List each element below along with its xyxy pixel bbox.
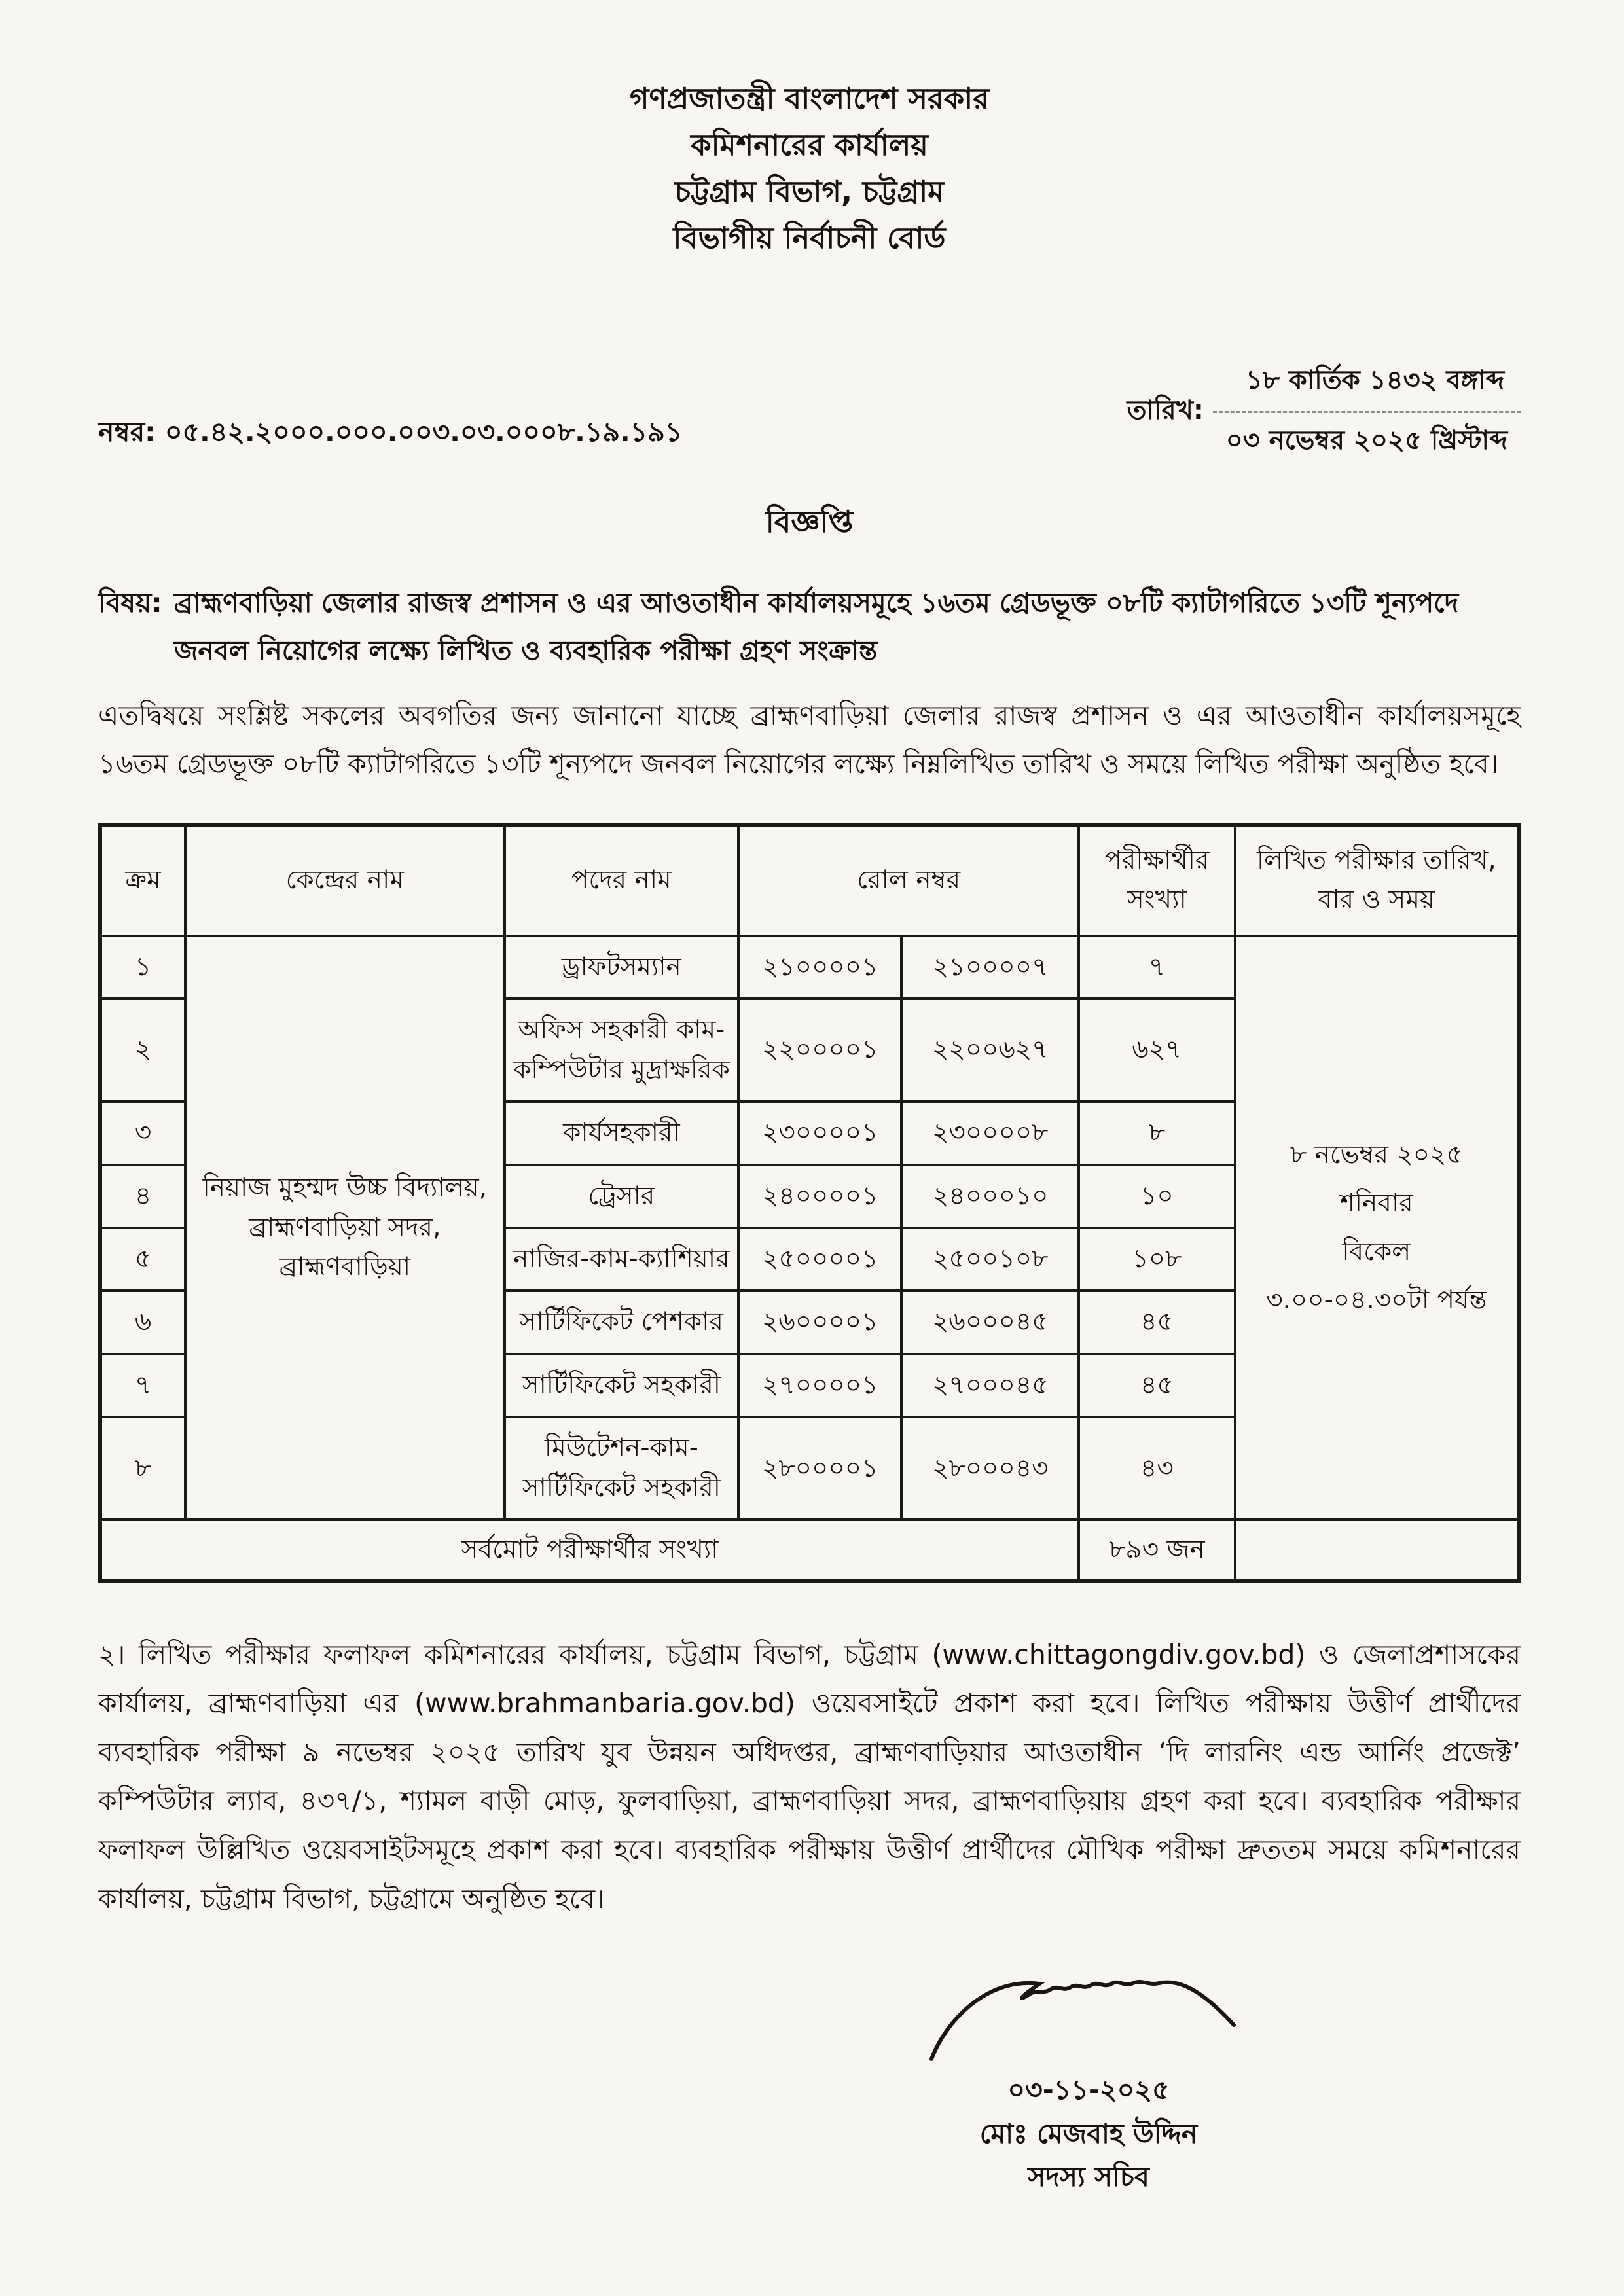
roll-from-cell: ২৬০০০০১ [738,1291,901,1354]
count-cell: ৬২৭ [1079,999,1235,1102]
count-cell: ৪৫ [1079,1291,1235,1354]
serial-cell: ৪ [100,1165,185,1228]
division-name: চট্টগ্রাম বিভাগ, চট্টগ্রাম [674,174,945,209]
roll-to-cell: ২৩০০০০৮ [901,1102,1079,1164]
serial-cell: ৭ [100,1354,185,1417]
count-cell: ৪৫ [1079,1354,1235,1417]
exam-time-range: ৩.০০-০৪.৩০টা পর্যন্ত [1266,1285,1487,1316]
roll-from-cell: ২৪০০০০১ [738,1165,901,1228]
intro-paragraph: এতদ্বিষয়ে সংশ্লিষ্ট সকলের অবগতির জন্য জানানো যাচ্ছে ব্রাহ্মণবাড়িয়া জেলার রাজস্ব প্রশাসন ও এর আওতাধীন কার্যালয়সমূহে ১৬তম গ্রেডভূক্ত ০৮টি ক্যাটাগরিতে ১৩টি শূন্যপদে জনবল নিয়োগের লক্ষ্যে নিম্নলিখিত তারিখ ও সময়ে লিখিত পরীক্ষা অনুষ্ঠিত হবে। [98,700,1521,780]
post-cell: নাজির-কাম-ক্যাশিয়ার [505,1228,739,1291]
table-total-row [100,1520,1519,1581]
count-cell: ৭ [1079,936,1235,999]
total-label-cell: সর্বমোট পরীক্ষার্থীর সংখ্যা [100,1520,1079,1581]
roll-from-cell: ২৫০০০০১ [738,1228,901,1291]
roll-to-cell: ২২০০৬২৭ [901,999,1079,1102]
roll-to-cell: ২৪০০০১০ [901,1165,1079,1228]
date-bangla: ১৮ কার্তিক ১৪৩২ বঙ্গাব্দ [1213,359,1521,413]
header-datetime: লিখিত পরীক্ষার তারিখ, বার ও সময় [1235,825,1519,936]
roll-from-cell: ২১০০০০১ [738,936,901,999]
post-cell: কার্যসহকারী [505,1102,739,1164]
subject-text: ব্রাহ্মণবাড়িয়া জেলার রাজস্ব প্রশাসন ও এর আওতাধীন কার্যালয়সমূহে ১৬তম গ্রেডভূক্ত ০৮টি ক্যাটাগরিতে ১৩টি শূন্যপদে জনবল নিয়োগের লক্ষ্যে লিখিত ও ব্যবহারিক পরীক্ষা গ্রহণ সংক্রান্ত [173,587,1459,667]
date-label: তারিখ: [1127,395,1204,426]
post-cell: মিউটেশন-কাম-সার্টিফিকেট সহকারী [505,1417,739,1520]
government-name: গণপ্রজাতন্ত্রী বাংলাদেশ সরকার [630,81,989,116]
office-name: কমিশনারের কার্যালয় [691,128,928,163]
header-post: পদের নাম [505,825,739,936]
subject-label: বিষয়: [98,587,162,619]
memo-number [98,412,682,463]
memo-row [98,359,1521,463]
letterhead [98,75,1521,261]
signature-date: ০৩-১১-২০২৫ [1007,2074,1170,2106]
serial-cell: ৫ [100,1228,185,1291]
serial-cell: ১ [100,936,185,999]
post-cell: ট্রেসার [505,1165,739,1228]
total-value-cell: ৮৯৩ জন [1079,1520,1235,1581]
header-count: পরীক্ষার্থীর সংখ্যা [1079,825,1235,936]
header-roll: রোল নম্বর [738,825,1079,936]
serial-cell: ৮ [100,1417,185,1520]
table-row [100,936,1519,999]
signatory-title: সদস্য সচিব [1028,2161,1149,2193]
roll-to-cell: ২৬০০০৪৫ [901,1291,1079,1354]
post-cell: সার্টিফিকেট সহকারী [505,1354,739,1417]
center-name-cell: নিয়াজ মুহম্মদ উচ্চ বিদ্যালয়, ব্রাহ্মণবাড়িয়া সদর, ব্রাহ্মণবাড়িয়া [185,936,505,1520]
subject-block [98,579,1521,675]
serial-cell: ২ [100,999,185,1102]
result-publication-paragraph: ২। লিখিত পরীক্ষার ফলাফল কমিশনারের কার্যালয়, চট্টগ্রাম বিভাগ, চট্টগ্রাম (www.chittagongdiv.gov.bd) ও জেলাপ্রশাসকের কার্যালয়, ব্রাহ্মণবাড়িয়া এর (www.brahmanbaria.gov.bd) ওয়েবসাইটে প্রকাশ করা হবে। লিখিত পরীক্ষায় উত্তীর্ণ প্রার্থীদের ব্যবহারিক পরীক্ষা ৯ নভেম্বর ২০২৫ তারিখ যুব উন্নয়ন অধিদপ্তর, ব্রাহ্মণবাড়িয়ার আওতাধীন ‘দি লারনিং এন্ড আর্নিং প্রজেক্ট’ কম্পিউটার ল্যাব, ৪৩৭/১, শ্যামল বাড়ী মোড়, ফুলবাড়িয়া, ব্রাহ্মণবাড়িয়া সদর, ব্রাহ্মণবাড়িয়ায় গ্রহণ করা হবে। ব্যবহারিক পরীক্ষার ফলাফল উল্লিখিত ওয়েবসাইটসমূহে প্রকাশ করা হবে। ব্যবহারিক পরীক্ষায় উত্তীর্ণ প্রার্থীদের মৌখিক পরীক্ষা দ্রুততম সময়ে কমিশনারের কার্যালয়, চট্টগ্রাম বিভাগ, চট্টগ্রামে অনুষ্ঠিত হবে। [98,1638,1521,1914]
exam-datetime-cell [1235,936,1519,1520]
signatory-name: মোঃ মেজবাহ উদ্দিন [979,2117,1198,2149]
date-lines [1213,359,1521,463]
roll-to-cell: ২১০০০০৭ [901,936,1079,999]
roll-to-cell: ২৭০০০৪৫ [901,1354,1079,1417]
count-cell: ৮ [1079,1102,1235,1164]
memo-date [1127,359,1521,463]
board-name: বিভাগীয় নির্বাচনী বোর্ড [673,221,946,256]
exam-day: শনিবার [1339,1188,1413,1218]
serial-cell: ৩ [100,1102,185,1164]
date-gregorian: ০৩ নভেম্বর ২০২৫ খ্রিস্টাব্দ [1225,425,1508,456]
header-center: কেন্দ্রের নাম [185,825,505,936]
roll-from-cell: ২৩০০০০১ [738,1102,901,1164]
exam-schedule-table [98,823,1521,1583]
memo-number-label: নম্বর: [98,416,156,448]
count-cell: ৪৩ [1079,1417,1235,1520]
notice-title: বিজ্ঞপ্তি [765,504,854,540]
serial-cell: ৬ [100,1291,185,1354]
roll-from-cell: ২২০০০০১ [738,999,901,1102]
signature-block [807,1954,1370,2198]
signature-image [912,1954,1265,2072]
roll-to-cell: ২৮০০০৪৩ [901,1417,1079,1520]
total-empty-cell [1235,1520,1519,1581]
roll-from-cell: ২৭০০০০১ [738,1354,901,1417]
table-header-row [100,825,1519,936]
count-cell: ১০৮ [1079,1228,1235,1291]
post-cell: ড্রাফটসম্যান [505,936,739,999]
exam-date: ৮ নভেম্বর ২০২৫ [1290,1139,1463,1170]
roll-to-cell: ২৫০০১০৮ [901,1228,1079,1291]
post-cell: অফিস সহকারী কাম-কম্পিউটার মুদ্রাক্ষরিক [505,999,739,1102]
count-cell: ১০ [1079,1165,1235,1228]
memo-number-value: ০৫.৪২.২০০০.০০০.০০৩.০৩.০০০৮.১৯.১৯১ [164,416,683,448]
header-serial: ক্রম [100,825,185,936]
exam-period: বিকেল [1342,1236,1411,1266]
post-cell: সার্টিফিকেট পেশকার [505,1291,739,1354]
roll-from-cell: ২৮০০০০১ [738,1417,901,1520]
